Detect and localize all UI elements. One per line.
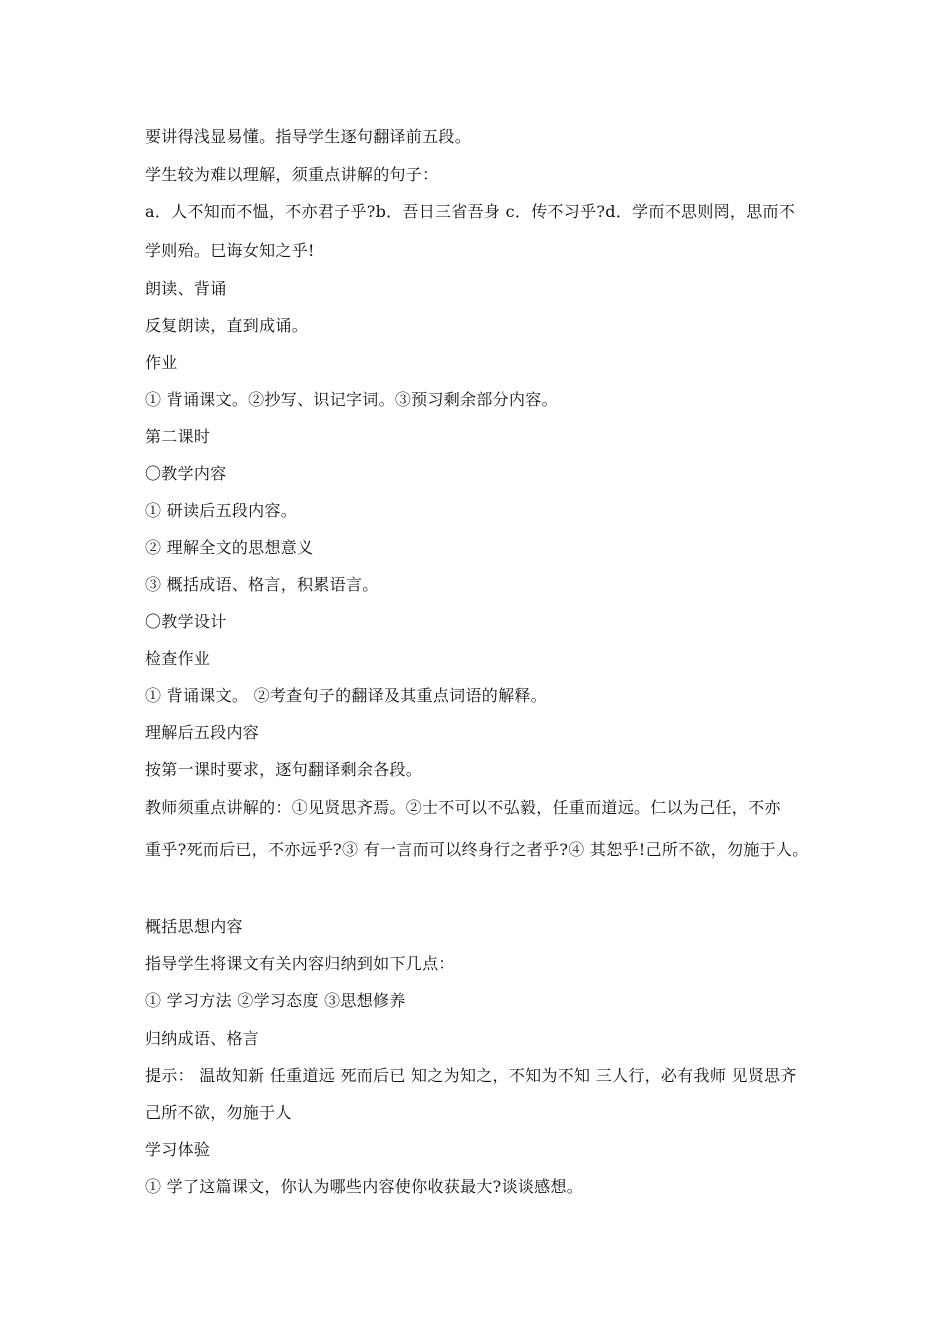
text-line: a．人不知而不愠，不亦君子乎?b．吾日三省吾身 c．传不习乎?d．学而不思则罔，思而不 [145,202,796,221]
text-line: 己所不欲，勿施于人 [145,1103,292,1122]
text-line: 教师须重点讲解的：①见贤思齐焉。②士不可以不弘毅，任重而道远。仁以为己任，不亦 [145,798,781,817]
text-line: ① 背诵课文。②抄写、识记字词。③预习剩余部分内容。 [145,390,558,409]
text-line: ① 背诵课文。 ②考查句子的翻译及其重点词语的解释。 [145,686,547,705]
text-line: 学则殆。巳诲女知之乎! [145,241,315,260]
section-heading: 朗读、背诵 [145,279,227,298]
text-line: 要讲得浅显易懂。指导学生逐句翻译前五段。 [145,127,472,146]
section-heading: 归纳成语、格言 [145,1029,260,1048]
text-line: ③ 概括成语、格言，积累语言。 [145,575,379,594]
text-line: 反复朗读，直到成诵。 [145,316,309,335]
section-heading: 〇教学设计 [145,612,227,631]
section-heading: 学习体验 [145,1140,211,1159]
text-line: ① 学了这篇课文，你认为哪些内容使你收获最大?谈谈感想。 [145,1177,584,1196]
text-line: 学生较为难以理解，须重点讲解的句子： [145,165,439,184]
section-heading: 理解后五段内容 [145,723,260,742]
section-heading: 〇教学内容 [145,464,227,483]
text-line: 指导学生将课文有关内容归纳到如下几点： [145,954,455,973]
section-heading: 概括思想内容 [145,917,243,936]
text-line: ① 学习方法 ②学习态度 ③思想修养 [145,991,406,1010]
section-heading: 检查作业 [145,649,211,668]
section-heading: 作业 [145,353,178,372]
section-heading: 第二课时 [145,427,211,446]
text-line: 按第一课时要求，逐句翻译剩余各段。 [145,760,423,779]
text-line: 提示： 温故知新 任重道远 死而后已 知之为知之，不知为不知 三人行，必有我师 见贤思齐 [145,1066,797,1085]
text-line: 重乎?死而后已，不亦远乎?③ 有一言而可以终身行之者乎?④ 其恕乎!己所不欲，勿施于人。 [145,840,809,859]
text-line: ① 研读后五段内容。 [145,501,298,520]
text-line: ② 理解全文的思想意义 [145,538,314,557]
